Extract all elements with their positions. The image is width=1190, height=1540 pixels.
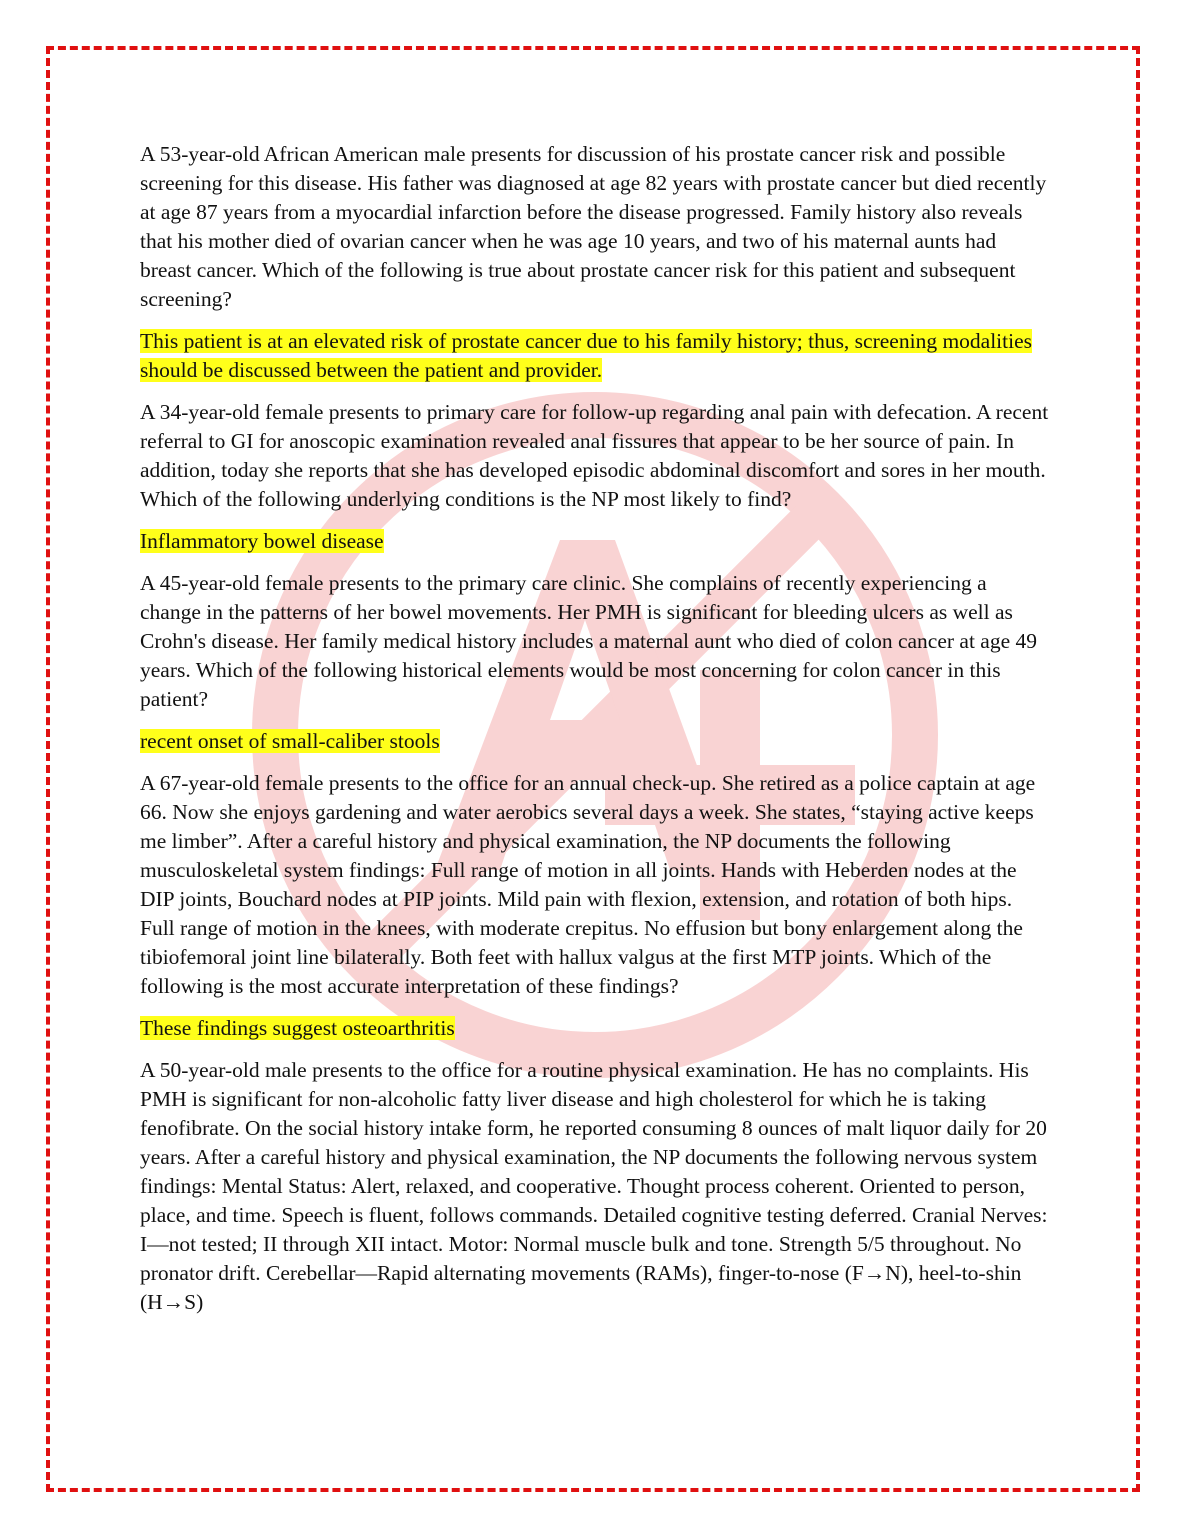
question-text: A 34-year-old female presents to primary care for follow-up regarding anal pain with defecation. A recent referral to GI for anoscopic examination revealed anal fissures that appear to be her source of pain. In addition, today she reports that she has developed episodic abdominal discomfort and sores in her mouth. Which of the following underlying conditions is the NP most likely to find?: [140, 400, 1049, 511]
answer-text: These findings suggest osteoarthritis: [140, 1016, 455, 1040]
answer-highlight: [140, 727, 1052, 756]
answer-highlight: [140, 327, 1052, 385]
question-text: A 53-year-old African American male presents for discussion of his prostate cancer risk and possible screening for this disease. His father was diagnosed at age 82 years with prostate cancer but died recently at age 87 years from a myocardial infarction before the disease progressed. Family history also reveals that his mother died of ovarian cancer when he was age 10 years, and two of his maternal aunts had breast cancer. Which of the following is true about prostate cancer risk for this patient and subsequent screening?: [140, 142, 1047, 311]
question-text: A 50-year-old male presents to the office for a routine physical examination. He has no complaints. His PMH is significant for non-alcoholic fatty liver disease and high cholesterol for which he is taking fenofibrate. On the social history intake form, he reported consuming 8 ounces of malt liquor daily for 20 years. After a careful history and physical examination, the NP documents the following nervous system findings: Mental Status: Alert, relaxed, and cooperative. Thought process coherent. Oriented to person, place, and time. Speech is fluent, follows commands. Detailed cognitive testing deferred. Cranial Nerves: I—not tested; II through XII intact. Motor: Normal muscle bulk and tone. Strength 5/5 throughout. No pronator drift. Cerebellar—Rapid alternating movements (RAMs), finger-to-nose (F→N), heel-to-shin (H→S): [140, 1058, 1048, 1314]
question-text: A 67-year-old female presents to the office for an annual check-up. She retired as a police captain at age 66. Now she enjoys gardening and water aerobics several days a week. She states, “staying active keeps me limber”. After a careful history and physical examination, the NP documents the following musculoskeletal system findings: Full range of motion in all joints. Hands with Heberden nodes at the DIP joints, Bouchard nodes at PIP joints. Mild pain with flexion, extension, and rotation of both hips. Full range of motion in the knees, with moderate crepitus. No effusion but bony enlargement along the tibiofemoral joint line bilaterally. Both feet with hallux valgus at the first MTP joints. Which of the following is the most accurate interpretation of these findings?: [140, 771, 1036, 998]
answer-highlight: [140, 527, 1052, 556]
document-content: [140, 140, 1052, 1330]
answer-text: Inflammatory bowel disease: [140, 529, 384, 553]
answer-text: recent onset of small-caliber stools: [140, 729, 440, 753]
answer-highlight: [140, 1014, 1052, 1043]
question-text: A 45-year-old female presents to the primary care clinic. She complains of recently experiencing a change in the patterns of her bowel movements. Her PMH is significant for bleeding ulcers as well as Crohn's disease. Her family medical history includes a maternal aunt who died of colon cancer at age 49 years. Which of the following historical elements would be most concerning for colon cancer in this patient?: [140, 571, 1038, 711]
answer-text: This patient is at an elevated risk of prostate cancer due to his family history; thus, screening modalities should be discussed between the patient and provider.: [140, 329, 1033, 382]
